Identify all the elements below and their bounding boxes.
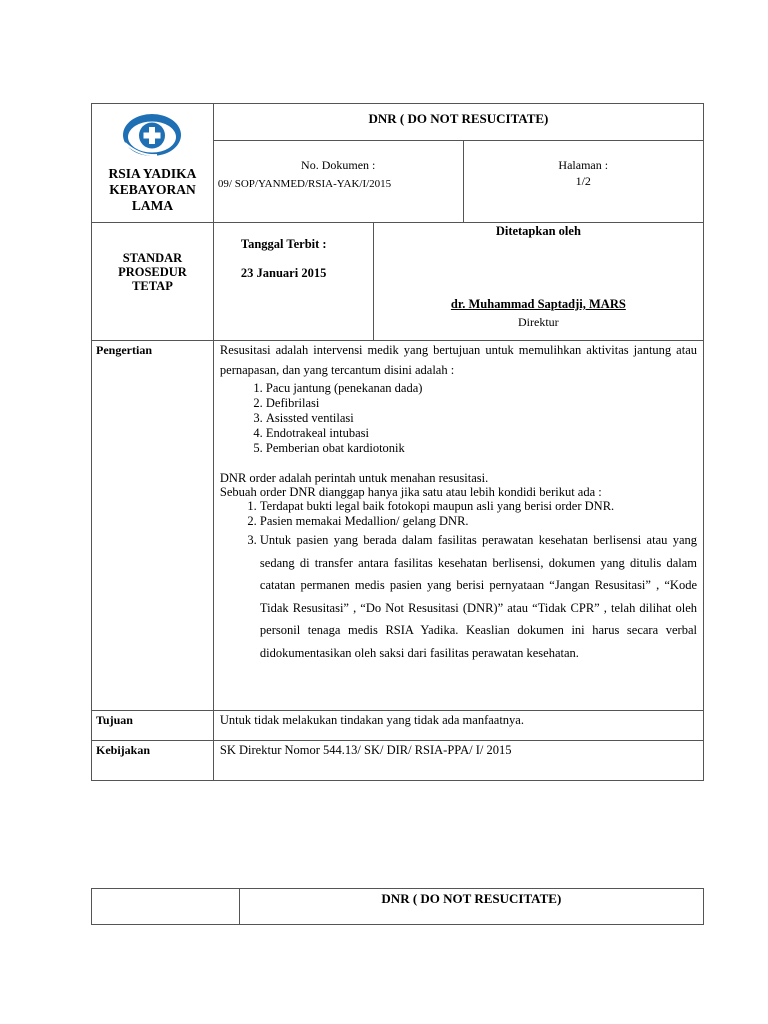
issue-date-label: Tanggal Terbit : bbox=[240, 237, 327, 251]
page2-title: DNR ( DO NOT RESUCITATE) bbox=[239, 889, 703, 925]
doc-number: 09/ SOP/YANMED/RSIA-YAK/I/2015 bbox=[217, 178, 392, 190]
page2-logo-cell bbox=[92, 889, 240, 925]
approval-cell bbox=[373, 223, 703, 341]
organization-line-2: KEBAYORAN bbox=[109, 182, 196, 197]
hospital-logo-icon bbox=[92, 104, 213, 159]
pengertian-content bbox=[213, 341, 703, 711]
doc-type-cell bbox=[92, 223, 214, 341]
organization-line-1: RSIA YADIKA bbox=[108, 166, 197, 181]
page-cell bbox=[463, 141, 704, 223]
doc-type-line-3: TETAP bbox=[132, 279, 173, 293]
approver-name: dr. Muhammad Saptadji, MARS bbox=[450, 297, 626, 311]
issue-date-cell bbox=[213, 223, 373, 341]
approver-title: Direktur bbox=[518, 315, 559, 329]
conditions-list bbox=[220, 499, 697, 664]
kebijakan-label: Kebijakan bbox=[92, 741, 214, 781]
tujuan-text: Untuk tidak melakukan tindakan yang tidak ada manfaatnya. bbox=[213, 711, 703, 741]
kebijakan-text: SK Direktur Nomor 544.13/ SK/ DIR/ RSIA-PPA/ I/ 2015 bbox=[213, 741, 703, 781]
doc-type-line-2: PROSEDUR bbox=[118, 265, 187, 279]
list-item: 3. Untuk pasien yang berada dalam fasilitas perawatan kesehatan berlisensi atau yang sedang di transfer antara fasilitas kesehatan berlisensi, dokumen yang ditulis dalam catatan permanen medis pasien yang berisi pernyataan “Jangan Resusitasi” , “Kode Tidak Resusitasi” , “Do Not Resusitasi (DNR)” atau “Tidak CPR” , telah dilihat oleh personil tenaga medis RSIA Yadika. Keaslian dokumen ini harus secara verbal didokumentasikan oleh saksi dari fasilitas perawatan kesehatan. bbox=[260, 529, 697, 664]
document-title: DNR ( DO NOT RESUCITATE) bbox=[213, 104, 703, 141]
organization-line-3: LAMA bbox=[131, 198, 174, 213]
organization-cell bbox=[92, 104, 214, 223]
issue-date: 23 Januari 2015 bbox=[240, 266, 327, 280]
organization-name bbox=[92, 166, 213, 214]
page-value: 1/2 bbox=[575, 174, 591, 188]
conditions-intro: Sebuah order DNR dianggap hanya jika satu atau lebih kondidi berikut ada : bbox=[219, 485, 602, 499]
list-item: 4. Endotrakeal intubasi bbox=[266, 426, 697, 441]
list-item: 2. Defibrilasi bbox=[266, 396, 697, 411]
list-item: 1. Pacu jantung (penekanan dada) bbox=[266, 381, 697, 396]
page-label: Halaman : bbox=[558, 158, 609, 172]
approved-label: Ditetapkan oleh bbox=[495, 224, 581, 238]
dnr-definition: DNR order adalah perintah untuk menahan resusitasi. bbox=[219, 471, 489, 485]
sop-header-table bbox=[91, 103, 704, 781]
resuscitation-list bbox=[220, 381, 697, 456]
doc-number-label: No. Dokumen : bbox=[301, 158, 376, 172]
resuscitation-intro: Resusitasi adalah intervensi medik yang bertujuan untuk memulihkan aktivitas jantung atau pernapasan, dan yang tercantum disini adalah : bbox=[219, 343, 697, 377]
tujuan-label: Tujuan bbox=[92, 711, 214, 741]
list-item: 2. Pasien memakai Medallion/ gelang DNR. bbox=[260, 514, 697, 529]
pengertian-label: Pengertian bbox=[92, 341, 214, 711]
doc-number-cell bbox=[213, 141, 463, 223]
list-item: 3. Asissted ventilasi bbox=[266, 411, 697, 426]
list-item: 5. Pemberian obat kardiotonik bbox=[266, 441, 697, 456]
doc-type-line-1: STANDAR bbox=[122, 251, 183, 265]
list-item: 1. Terdapat bukti legal baik fotokopi maupun asli yang berisi order DNR. bbox=[260, 499, 697, 514]
page2-header-table bbox=[91, 888, 704, 925]
